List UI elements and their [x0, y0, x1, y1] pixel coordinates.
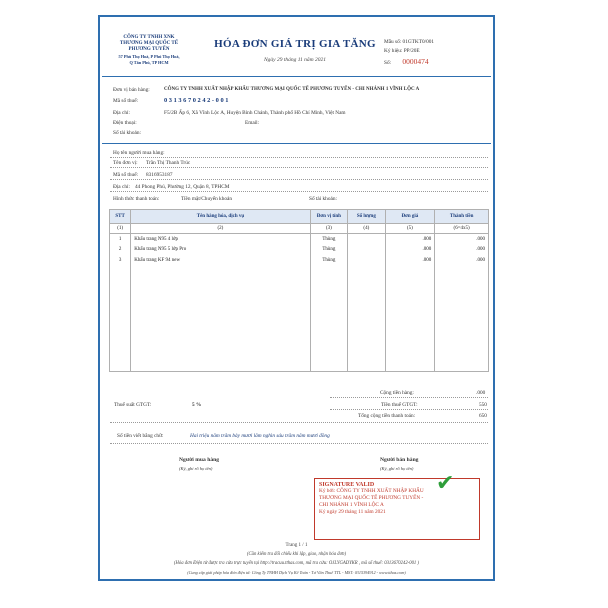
col-header: Đơn vị tính: [310, 210, 347, 224]
table-row-empty: [110, 266, 489, 277]
signature-valid-box: [314, 478, 480, 540]
seller-header-line: PHƯƠNG TUYẾN: [128, 47, 170, 53]
dotted-line: [110, 167, 488, 168]
dotted-line: [110, 157, 488, 158]
buyer-tax: 8316953187: [146, 172, 173, 178]
divider: [102, 143, 491, 144]
seller-tax: 0 3 1 3 6 7 0 2 4 2 - 0 0 1: [164, 97, 229, 104]
table-row-empty: [110, 329, 489, 340]
dotted-line: [110, 422, 488, 423]
invoice-number-value: 0000474: [402, 57, 429, 66]
seller-signature-title: Người bán hàng: [380, 457, 419, 463]
table-header-row: [110, 210, 489, 224]
buyer-address: 44 Phong Phú, Phường 12, Quận 8, TPHCM: [135, 184, 230, 190]
col-header: Tên hàng hóa, dịch vụ: [131, 210, 310, 224]
items-table: [109, 209, 489, 372]
seller-header-line: 57 Phù Thọ Hoà, P Phú Thọ Hoà,: [118, 53, 180, 59]
symbol-value: PP/20E: [403, 48, 420, 54]
table-row-empty: [110, 287, 489, 298]
vat-rate-label: Thuế suất GTGT:: [114, 402, 152, 408]
seller-tax-label: Mã số thuế:: [113, 98, 139, 104]
amount-in-words-label: Số tiền viết bằng chữ:: [117, 433, 164, 439]
seller-account-label: Số tài khoản:: [113, 130, 141, 136]
seller-header-block: [114, 35, 184, 66]
cell-amount: .000: [435, 245, 489, 256]
payment-label: Hình thức thanh toán:: [113, 196, 160, 202]
total-label: Tổng cộng tiền thanh toán:: [358, 413, 416, 419]
vat-rate-value: 5 %: [192, 402, 202, 408]
invoice-number-label: Số:: [384, 60, 392, 66]
table-row-empty: [110, 297, 489, 308]
buyer-account-label: Số tài khoản:: [309, 196, 337, 202]
buyer-name-label: Họ tên người mua hàng:: [113, 150, 165, 156]
table-row-empty: [110, 339, 489, 350]
vat-value: 550: [479, 402, 487, 408]
index-cell: (5): [385, 224, 435, 234]
signature-valid-line: Ký ngày 29 tháng 11 năm 2021: [319, 509, 386, 515]
index-cell: (1): [110, 224, 131, 234]
form-number: [384, 39, 434, 45]
dotted-line: [110, 179, 488, 180]
cell-unit: Thùng: [310, 255, 347, 266]
cell-price: .000: [385, 245, 435, 256]
footer-line: (Hóa đơn Điện tử được tra cứu trực tuyến tại http://tracuu.tthas.com, mã tra cứu: OJLYGADYKR , mã số thuế: 0313670242-001 ): [173, 561, 419, 566]
cell-unit: Thùng: [310, 234, 347, 245]
seller-address-label: Địa chỉ:: [113, 110, 130, 116]
cell-name: Khẩu trang N95 5 lớp Pro: [131, 245, 310, 256]
table-row-empty: [110, 360, 489, 371]
cell-amount: .000: [435, 255, 489, 266]
cell-stt: 2: [110, 245, 131, 256]
table-row: [110, 255, 489, 266]
amount-in-words: Hai triệu năm trăm bảy mươi lăm nghìn sáu trăm năm mươi đồng: [190, 433, 330, 439]
index-cell: (4): [348, 224, 385, 234]
col-header: STT: [110, 210, 131, 224]
cell-price: .000: [385, 255, 435, 266]
table-row-empty: [110, 276, 489, 287]
signature-valid-line: THƯƠNG MẠI QUỐC TẾ PHƯƠNG TUYẾN -: [319, 495, 424, 501]
col-header: Đơn giá: [385, 210, 435, 224]
symbol-label: Ký hiệu:: [384, 48, 403, 54]
seller-unit-label: Đơn vị bán hàng:: [113, 87, 150, 93]
dotted-line: [110, 191, 488, 192]
table-row-empty: [110, 350, 489, 361]
cell-stt: 3: [110, 255, 131, 266]
table-row: [110, 245, 489, 256]
col-header: Thành tiền: [435, 210, 489, 224]
seller-email-label: Email:: [245, 120, 260, 126]
cell-qty: [348, 255, 385, 266]
seller-header-line: Q Tân Phú, TP HCM: [129, 59, 169, 65]
buyer-signature-title: Người mua hàng: [179, 457, 220, 463]
cell-unit: Thùng: [310, 245, 347, 256]
signature-valid-line: CHI NHÁNH 1 VĨNH LỘC A: [319, 502, 384, 508]
seller-unit: CÔNG TY TNHH XUẤT NHẬP KHẨU THƯƠNG MẠI QUỐC TẾ PHƯƠNG TUYẾN - CHI NHÁNH 1 VĨNH LỘC A: [164, 87, 420, 92]
index-row: [110, 224, 489, 234]
cell-name: Khẩu trang KF 94 new: [131, 255, 310, 266]
cell-qty: [348, 245, 385, 256]
subtotal-label: Cộng tiền hàng:: [380, 390, 414, 396]
form-number-value: 01GTKT0/001: [402, 39, 435, 45]
index-cell: (2): [131, 224, 310, 234]
col-header: Số lượng: [348, 210, 385, 224]
invoice-date: Ngày 29 tháng 11 năm 2021: [263, 57, 327, 63]
seller-header-line: CÔNG TY TNHH XNK: [123, 35, 175, 40]
divider: [102, 76, 491, 77]
total-value: 650: [479, 413, 487, 419]
table-row-empty: [110, 308, 489, 319]
seller-header-line: THƯƠNG MẠI QUỐC TẾ: [119, 41, 179, 47]
subtotal-value: .000: [476, 390, 486, 396]
dotted-line: [330, 409, 488, 410]
buyer-signature-note: (Ký, ghi rõ họ tên): [179, 466, 213, 471]
vat-label: Tiền thuế GTGT:: [381, 402, 418, 408]
buyer-unit: Trần Thị Thanh Trúc: [146, 160, 191, 166]
cell-stt: 1: [110, 234, 131, 245]
buyer-unit-label: Tên đơn vị:: [113, 160, 138, 166]
cell-amount: .000: [435, 234, 489, 245]
dotted-line: [110, 443, 488, 444]
invoice-title: HÓA ĐƠN GIÁ TRỊ GIA TĂNG: [214, 38, 376, 50]
cell-name: Khẩu trang N95 4 lớp: [131, 234, 310, 245]
form-number-label: Mẫu số:: [384, 39, 402, 45]
footer-line: (Cung cấp giải pháp hóa đơn điện tử: Công Ty TNHH Dịch Vụ Kế Toán - Tư Vấn Thuế TTL - MST: 0315394912 - www.tthas.com): [187, 570, 406, 575]
symbol: [384, 48, 420, 54]
footer-line: (Cần kiểm tra đối chiếu khi lập, giao, nhận hóa đơn): [246, 552, 347, 557]
check-icon: ✔: [436, 471, 455, 496]
seller-phone-label: Điện thoại:: [113, 120, 137, 126]
buyer-tax-label: Mã số thuế:: [113, 172, 139, 178]
index-cell: (3): [310, 224, 347, 234]
page-number: Trang 1 / 1: [285, 543, 308, 548]
signature-valid-line: Ký bởi: CÔNG TY TNHH XUẤT NHẬP KHẨU: [319, 488, 424, 494]
index-cell: (6=4x5): [435, 224, 489, 234]
dotted-line: [330, 397, 488, 398]
cell-price: .000: [385, 234, 435, 245]
buyer-address-label: Địa chỉ:: [113, 184, 130, 190]
seller-address: F5/2B Ấp 6, Xã Vĩnh Lộc A, Huyện Bình Chánh, Thành phố Hồ Chí Minh, Việt Nam: [164, 110, 346, 116]
cell-qty: [348, 234, 385, 245]
table-row: [110, 234, 489, 245]
table-row-empty: [110, 318, 489, 329]
invoice-number: [384, 57, 429, 66]
seller-signature-note: (Ký, ghi rõ họ tên): [380, 466, 414, 471]
payment-method: Tiền mặt/Chuyển khoản: [181, 196, 233, 202]
signature-valid-title: SIGNATURE VALID: [319, 482, 375, 488]
